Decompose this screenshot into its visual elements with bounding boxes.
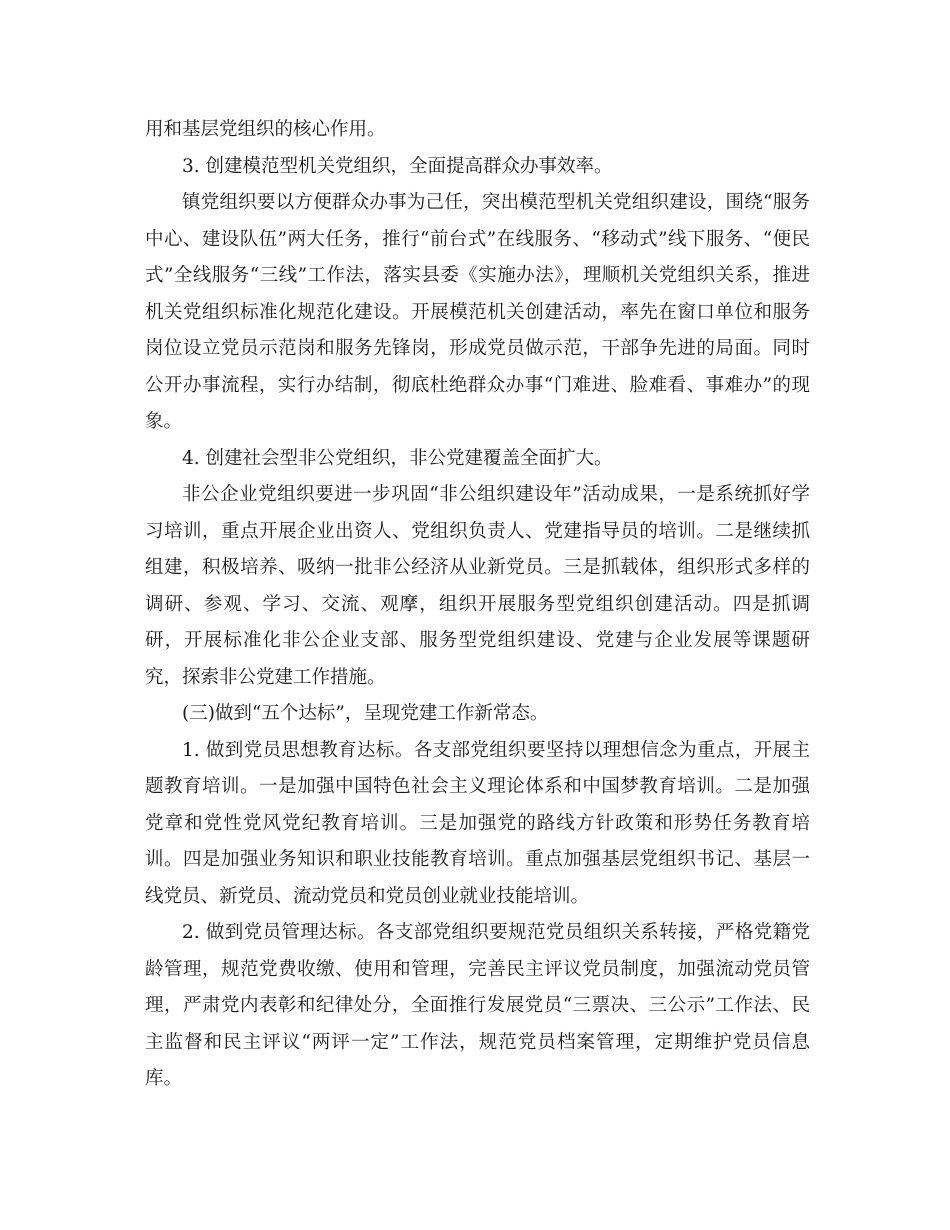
section-heading-five-standards: (三)做到“五个达标”，呈现党建工作新常态。 bbox=[182, 703, 549, 724]
paragraph-non-public-organization: 非公企业党组织要进一步巩固“非公组织建设年”活动成果，一是系统抓好学习培训，重点开展企业出资人、党组织负责人、党建指导员的培训。二是继续抓组建，积极培养、吸纳一批非公经济从业新党员。三是抓载体，组织形式多样的调研、参观、学习、交流、观摩，组织开展服务型党组织创建活动。四是抓调研，开展标准化非公企业支部、服务型党组织建设、党建与企业发展等课题研究，探索非公党建工作措施。 bbox=[145, 484, 810, 688]
paragraph-ideological-education: 1. 做到党员思想教育达标。各支部党组织要坚持以理想信念为重点，开展主题教育培训。一是加强中国特色社会主义理论体系和中国梦教育培训。二是加强党章和党性党风党纪教育培训。三是加强党的路线方针政策和形势任务教育培训。四是加强业务知识和职业技能教育培训。重点加强基层党组织书记、基层一线党员、新党员、流动党员和党员创业就业技能培训。 bbox=[145, 739, 810, 907]
paragraph-continuation: 用和基层党组织的核心作用。 bbox=[145, 119, 386, 140]
heading-item-4: 4. 创建社会型非公党组织，非公党建覆盖全面扩大。 bbox=[182, 447, 613, 469]
paragraph-model-organization: 镇党组织要以方便群众办事为己任，突出模范型机关党组织建设，围绕“服务中心、建设队伍”两大任务，推行“前台式”在线服务、“移动式”线下服务、“便民式”全线服务“三线”工作法，落实县委《实施办法》，理顺机关党组织关系，推进机关党组织标准化规范化建设。开展模范机关创建活动，率先在窗口单位和服务岗位设立党员示范岗和服务先锋岗，形成党员做示范，干部争先进的局面。同时公开办事流程，实行办结制，彻底杜绝群众办事“门难进、脸难看、事难办”的现象。 bbox=[145, 192, 810, 432]
heading-item-3: 3. 创建模范型机关党组织，全面提高群众办事效率。 bbox=[182, 155, 613, 177]
paragraph-member-management: 2. 做到党员管理达标。各支部党组织要规范党员组织关系转接，严格党籍党龄管理，规范党费收缴、使用和管理，完善民主评议党员制度，加强流动党员管理，严肃党内表彰和纪律处分，全面推行发展党员“三票决、三公示”工作法、民主监督和民主评议“两评一定”工作法，规范党员档案管理，定期维护党员信息库。 bbox=[145, 922, 810, 1089]
document-body bbox=[145, 112, 810, 1098]
